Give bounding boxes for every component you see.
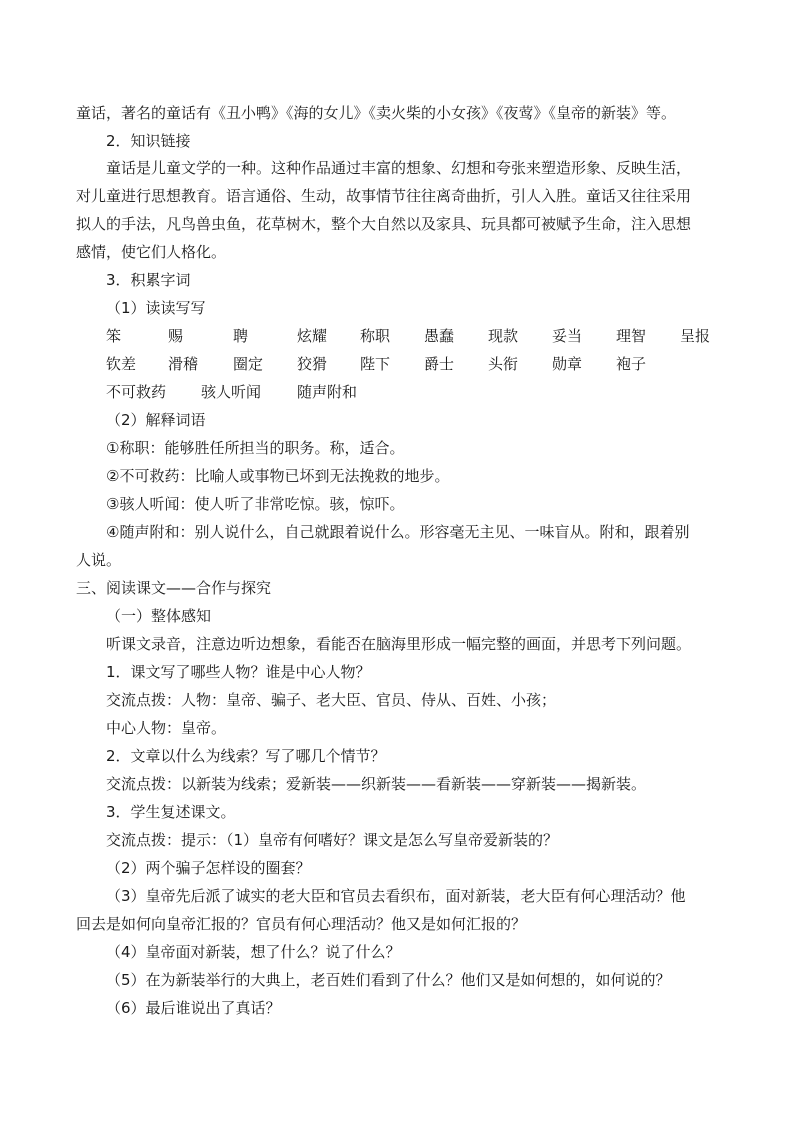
vocab-word: 妥当 xyxy=(552,327,583,345)
answer-line: 交流点拨：以新装为线索；爱新装——织新装——看新装——穿新装——揭新装。 xyxy=(106,775,647,793)
vocab-word: 袍子 xyxy=(616,355,647,373)
vocab-word: 狡猾 xyxy=(297,355,328,373)
vocab-word: 滑稽 xyxy=(168,355,199,373)
definition-item: ①称职：能够胜任所担当的职务。称，适合。 xyxy=(106,439,405,457)
prompt-line: （6）最后谁说出了真话？ xyxy=(106,999,281,1017)
section-heading: 2．知识链接 xyxy=(106,132,191,150)
answer-line: 交流点拨：人物：皇帝、骗子、老大臣、官员、侍从、百姓、小孩； xyxy=(106,691,557,709)
vocab-word: 随声附和 xyxy=(297,383,358,401)
prompt-line: （3）皇帝先后派了诚实的老大臣和官员去看织布，面对新装，老大臣有何心理活动？他 xyxy=(106,887,686,905)
vocab-word: 称职 xyxy=(360,327,391,345)
question-line: 3．学生复述课文。 xyxy=(106,803,236,821)
definition-item: ③骇人听闻：使人听了非常吃惊。骇，惊吓。 xyxy=(106,495,405,513)
question-line: 1．课文写了哪些人物？谁是中心人物？ xyxy=(106,663,371,681)
vocab-word: 勋章 xyxy=(552,355,583,373)
paragraph-line: 拟人的手法，凡鸟兽虫鱼，花草树木，整个大自然以及家具、玩具都可被赋予生命，注入思想 xyxy=(76,215,692,233)
answer-line: 中心人物：皇帝。 xyxy=(106,719,227,737)
vocab-word: 不可救药 xyxy=(106,383,167,401)
subsection-heading: （一）整体感知 xyxy=(106,607,212,625)
vocab-word: 陛下 xyxy=(360,355,391,373)
paragraph-line: 感情，使它们人格化。 xyxy=(76,243,227,261)
chapter-heading: 三、阅读课文——合作与探究 xyxy=(76,579,272,597)
question-line: 2．文章以什么为线索？写了哪几个情节？ xyxy=(106,747,386,765)
vocab-word: 愚蠢 xyxy=(424,327,455,345)
paragraph-line: 对儿童进行思想教育。语言通俗、生动，故事情节往往离奇曲折，引人入胜。童话又往往采用 xyxy=(76,187,692,205)
vocab-word: 现款 xyxy=(488,327,519,345)
vocab-word: 聘 xyxy=(233,327,249,345)
prompt-line: （5）在为新装举行的大典上，老百姓们看到了什么？他们又是如何想的，如何说的？ xyxy=(106,971,671,989)
section-heading: 3．积累字词 xyxy=(106,271,191,289)
vocab-word: 赐 xyxy=(168,327,184,345)
vocab-word: 钦差 xyxy=(106,355,137,373)
vocab-word: 笨 xyxy=(106,327,122,345)
vocab-word: 理智 xyxy=(616,327,647,345)
vocab-word: 骇人听闻 xyxy=(201,383,262,401)
vocab-word: 爵士 xyxy=(424,355,455,373)
vocab-word: 呈报 xyxy=(680,327,711,345)
subsection-heading: （1）读读写写 xyxy=(106,299,206,317)
definition-item: ④随声附和：别人说什么，自己就跟着说什么。形容毫无主见、一味盲从。附和，跟着别 xyxy=(106,523,690,541)
vocab-word: 炫耀 xyxy=(297,327,328,345)
vocab-word: 圈定 xyxy=(233,355,264,373)
paragraph-line: 童话，著名的童话有《丑小鸭》《海的女儿》《卖火柴的小女孩》《夜莺》《皇帝的新装》等。 xyxy=(76,104,677,122)
paragraph-line: 童话是儿童文学的一种。这种作品通过丰富的想象、幻想和夸张来塑造形象、反映生活， xyxy=(106,159,692,177)
subsection-heading: （2）解释词语 xyxy=(106,411,206,429)
definition-item: ②不可救药：比喻人或事物已坏到无法挽救的地步。 xyxy=(106,467,450,485)
definition-item-continued: 人说。 xyxy=(76,551,122,569)
vocab-word: 头衔 xyxy=(488,355,519,373)
paragraph-line: 听课文录音，注意边听边想象，看能否在脑海里形成一幅完整的画面，并思考下列问题。 xyxy=(106,635,692,653)
prompt-line: （4）皇帝面对新装，想了什么？说了什么？ xyxy=(106,943,401,961)
prompt-line-continued: 回去是如何向皇帝汇报的？官员有何心理活动？他又是如何汇报的？ xyxy=(76,915,527,933)
answer-line: 交流点拨：提示：（1）皇帝有何嗜好？课文是怎么写皇帝爱新装的？ xyxy=(106,831,559,849)
prompt-line: （2）两个骗子怎样设的圈套？ xyxy=(106,859,311,877)
